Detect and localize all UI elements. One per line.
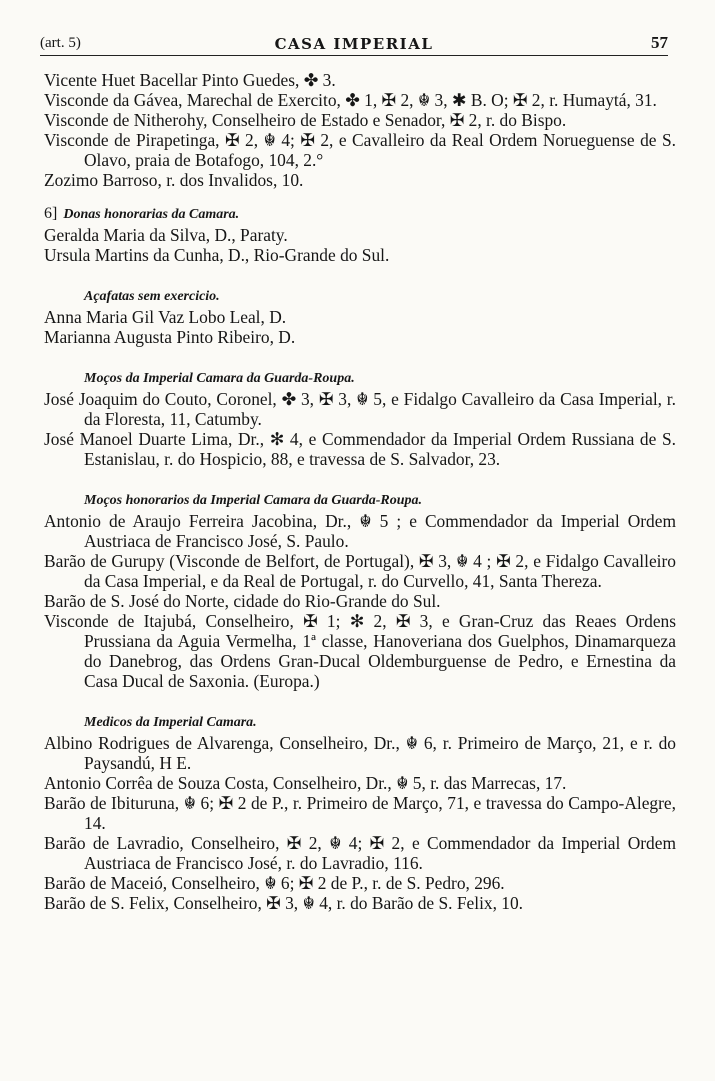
entry-albino: Albino Rodrigues de Alvarenga, Conselheiro, Dr., ☬ 6, r. Primeiro de Março, 21, e r. do Paysandú, H E. [44, 733, 676, 773]
entry-zozimo-barroso: Zozimo Barroso, r. dos Invalidos, 10. [44, 170, 304, 190]
entry-barao-sao-jose: Barão de S. José do Norte, cidade do Rio-Grande do Sul. [44, 591, 441, 611]
section-donas-heading [44, 204, 676, 225]
entry-antonio-araujo: Antonio de Araujo Ferreira Jacobina, Dr., ☬ 5 ; e Commendador da Imperial Ordem Austriaca de Francisco José, S. Paulo. [44, 511, 676, 551]
entry-geralda: Geralda Maria da Silva, D., Paraty. [44, 225, 288, 245]
entry-jose-joaquim: José Joaquim do Couto, Coronel, ✤ 3, ✠ 3, ☬ 5, e Fidalgo Cavalleiro da Casa Imperial, r. da Floresta, 11, Catumby. [44, 389, 676, 429]
header-title: CASA IMPERIAL [274, 35, 434, 53]
entry-barao-gurupy: Barão de Gurupy (Visconde de Belfort, de Portugal), ✠ 3, ☬ 4 ; ✠ 2, e Fidalgo Cavalleiro da Casa Imperial, e da Real de Portugal, r. do Curvello, 41, Santa Thereza. [44, 551, 676, 591]
section-mocos-honorarios-title: Moços honorarios da Imperial Camara da Guarda-Roupa. [84, 493, 423, 508]
entry-jose-manoel: José Manoel Duarte Lima, Dr., ✻ 4, e Commendador da Imperial Ordem Russiana de S. Estanislau, r. do Hospicio, 88, e travessa de S. Salvador, 23. [44, 429, 676, 469]
entry-vicente-huet: Vicente Huet Bacellar Pinto Guedes, ✤ 3. [44, 70, 336, 90]
entry-barao-maceio: Barão de Maceió, Conselheiro, ☬ 6; ✠ 2 de P., r. de S. Pedro, 296. [44, 873, 505, 893]
entry-ursula: Ursula Martins da Cunha, D., Rio-Grande do Sul. [44, 245, 390, 265]
entry-antonio-correa: Antonio Corrêa de Souza Costa, Conselheiro, Dr., ☬ 5, r. das Marrecas, 17. [44, 773, 567, 793]
page-body [44, 70, 676, 913]
entry-barao-sao-felix: Barão de S. Felix, Conselheiro, ✠ 3, ☬ 4, r. do Barão de S. Felix, 10. [44, 893, 524, 913]
entry-visconde-gavea: Visconde da Gávea, Marechal de Exercito, ✤ 1, ✠ 2, ☬ 3, ✱ B. O; ✠ 2, r. Humaytá, 31. [44, 90, 657, 110]
entry-barao-ibituruna: Barão de Ibituruna, ☬ 6; ✠ 2 de P., r. Primeiro de Março, 71, e travessa do Campo-Alegre, 14. [44, 793, 676, 833]
section-medicos-title: Medicos da Imperial Camara. [84, 715, 257, 730]
entry-visconde-nitherohy: Visconde de Nitherohy, Conselheiro de Estado e Senador, ✠ 2, r. do Bispo. [44, 110, 567, 130]
page-number: 57 [651, 33, 668, 52]
entry-marianna: Marianna Augusta Pinto Ribeiro, D. [44, 327, 296, 347]
section-acafatas-title: Açafatas sem exercicio. [84, 289, 220, 304]
entry-visconde-pirapetinga: Visconde de Pirapetinga, ✠ 2, ☬ 4; ✠ 2, e Cavalleiro da Real Ordem Norueguense de S. Olavo, praia de Botafogo, 104, 2.° [44, 130, 676, 170]
header-article: (art. 5) [40, 35, 81, 51]
section-donas-title: Donas honorarias da Camara. [63, 207, 240, 222]
entry-anna-maria: Anna Maria Gil Vaz Lobo Leal, D. [44, 307, 287, 327]
entry-barao-lavradio: Barão de Lavradio, Conselheiro, ✠ 2, ☬ 4; ✠ 2, e Commendador da Imperial Ordem Austriaca de Francisco José, r. do Lavradio, 116. [44, 833, 676, 873]
entry-visconde-itajuba: Visconde de Itajubá, Conselheiro, ✠ 1; ✻ 2, ✠ 3, e Gran-Cruz das Reaes Ordens Prussiana da Aguia Vermelha, 1ª classe, Hanoveriana dos Guelphos, Dinamarqueza do Danebrog, das Ordens Gran-Ducal Oldemburguense de Pedro, e Ernestina da Casa Ducal de Saxonia. (Europa.) [44, 611, 676, 691]
section-number: 6] [44, 205, 58, 222]
section-mocos-title: Moços da Imperial Camara da Guarda-Roupa. [84, 371, 355, 386]
page-header [40, 33, 668, 56]
